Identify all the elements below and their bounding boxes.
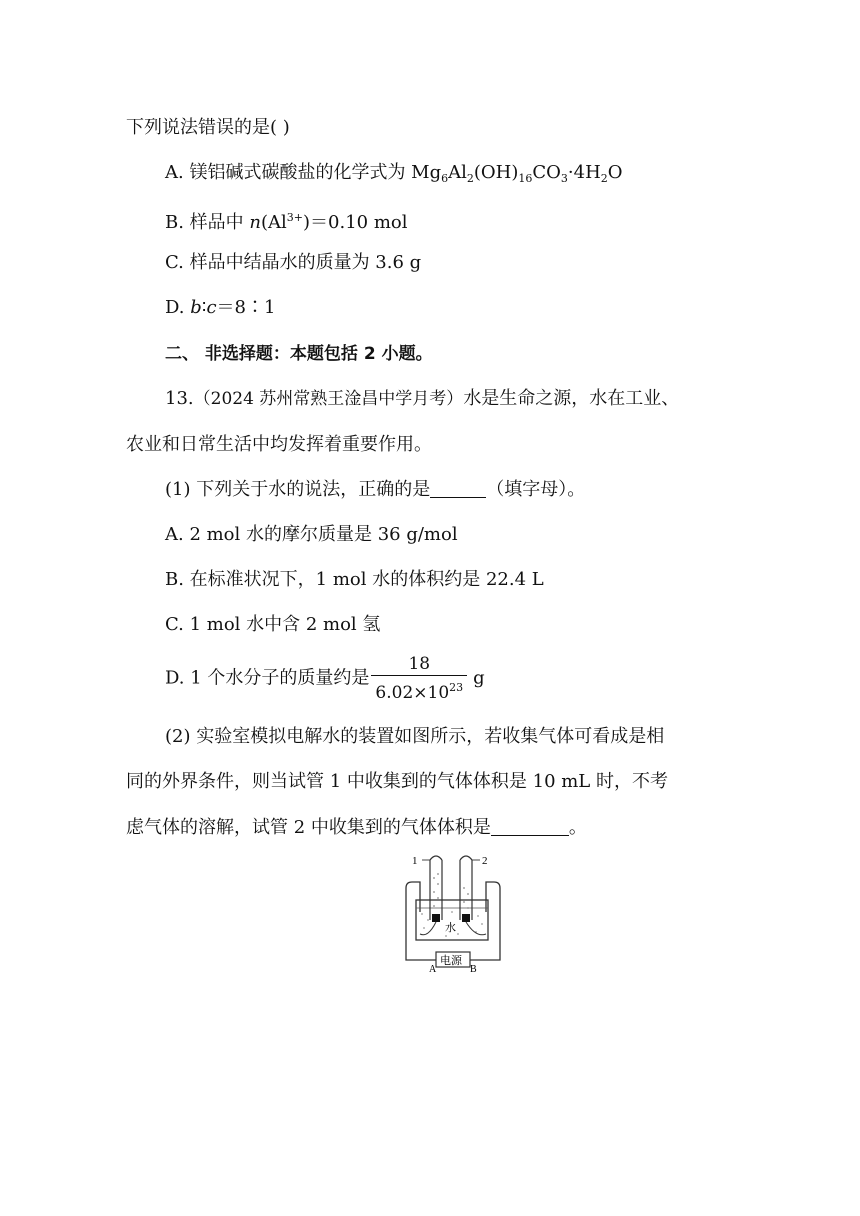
chemical-formula: $Mg_6Al_2(OH)_{16}CO_3\cdot 4H_2O$ xyxy=(411,162,623,185)
question-intro: 下列说法错误的是( ) xyxy=(126,117,290,138)
tube-2-label: 2 xyxy=(482,855,488,867)
q13-stem-line2: 农业和日常生活中均发挥着重要作用。 xyxy=(126,434,432,455)
q13-part2-line2: 同的外界条件，则当试管 1 中收集到的气体体积是 10 mL 时，不考 xyxy=(126,771,668,792)
answer-blank-2[interactable] xyxy=(491,817,569,836)
tube-1-label: 1 xyxy=(412,855,418,867)
option-a xyxy=(165,161,623,191)
answer-blank-1[interactable] xyxy=(430,479,486,498)
q13-stem-line1: 13.（2024 苏州常熟王淦昌中学月考）水是生命之源，水在工业、 xyxy=(165,388,680,409)
q13-number: 13. xyxy=(165,388,194,409)
fraction: $\frac{18}{6.02\times 10^{23}}$ xyxy=(371,654,467,703)
q13-part2-line1: (2) 实验室模拟电解水的装置如图所示，若收集气体可看成是相 xyxy=(165,726,665,747)
q13-part2-line3: 虑气体的溶解，试管 2 中收集到的气体体积是 。 xyxy=(126,817,587,838)
section-2-title: 二、 非选择题：本题包括 2 小题。 xyxy=(165,344,433,364)
option-d: D. b∶c＝8∶1 xyxy=(165,297,276,318)
option-b: B. 样品中 $n(Al^{3+})=0.10$ mol xyxy=(165,211,408,233)
terminal-b-label: B xyxy=(470,964,477,975)
option-c: C. 样品中结晶水的质量为 3.6 g xyxy=(165,252,422,273)
q13-p1-option-c: C. 1 mol 水中含 2 mol 氢 xyxy=(165,614,381,635)
q13-p1-option-a: A. 2 mol 水的摩尔质量是 36 g/mol xyxy=(165,524,458,545)
electrolysis-apparatus-diagram xyxy=(398,848,508,976)
q13-part1: (1) 下列关于水的说法，正确的是 （填字母）。 xyxy=(165,479,586,500)
q13-p1-option-d: D. 1 个水分子的质量约是 $\frac{18}{6.02\times 10^{23}}$ g xyxy=(165,654,485,703)
power-label: 电源 xyxy=(440,954,462,967)
q13-source: （2024 苏州常熟王淦昌中学月考） xyxy=(193,389,464,409)
water-label: 水 xyxy=(445,921,456,934)
q13-p1-option-b: B. 在标准状况下，1 mol 水的体积约是 22.4 L xyxy=(165,569,544,590)
terminal-a-label: A xyxy=(429,964,437,975)
option-a-text: A. 镁铝碱式碳酸盐的化学式为 xyxy=(165,162,412,183)
